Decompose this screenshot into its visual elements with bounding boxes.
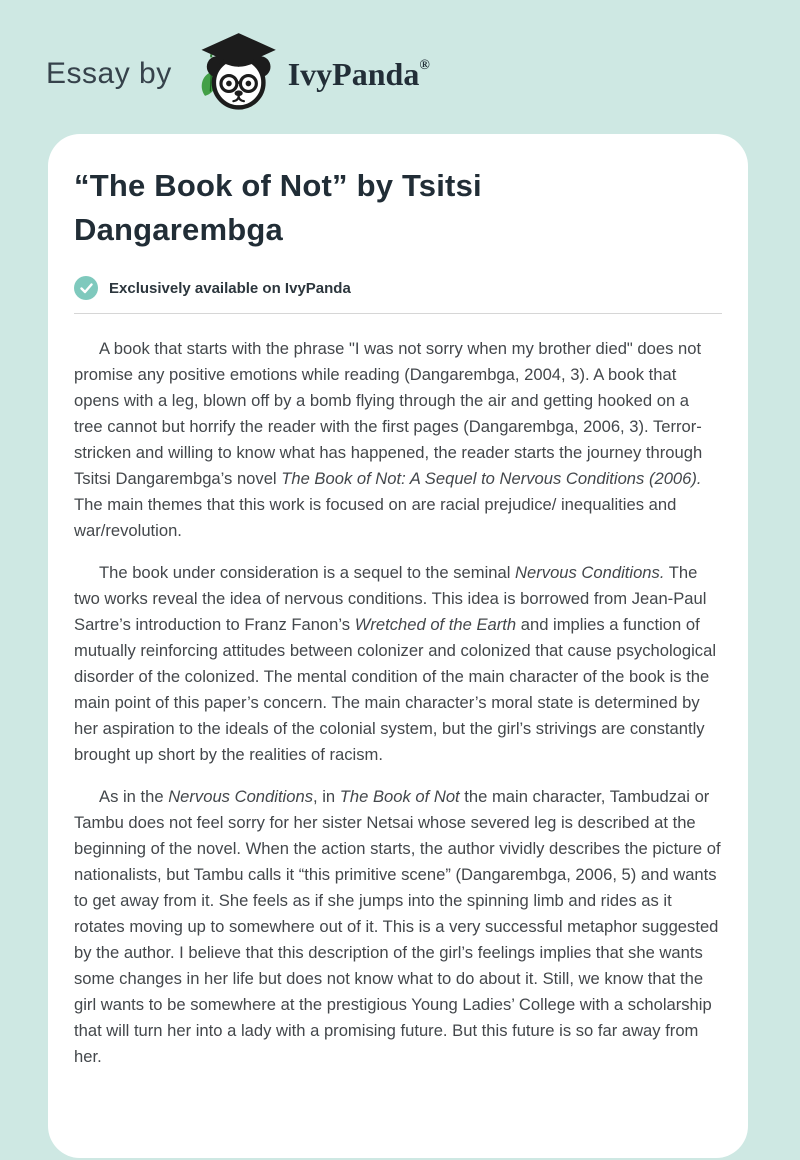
essay-paragraph: The book under consideration is a sequel to the seminal Nervous Conditions. The two works reveal the idea of nervous conditions. This idea is borrowed from Jean-Paul Sartre’s introduction to Franz Fanon’s Wretched of the Earth and implies a function of mutually reinforcing attitudes between colonizer and colonized that cause psychological disorder of the colonized. The mental condition of the main character of the book is the main point of this paper’s concern. The main character’s moral state is determined by her aspiration to the ideals of the colonial system, but the girl’s strivings are constantly brought up short by the realities of racism. bbox=[74, 563, 717, 764]
panda-graduate-icon bbox=[190, 30, 282, 119]
exclusive-badge-label: Exclusively available on IvyPanda bbox=[109, 279, 351, 297]
essay-card bbox=[48, 134, 748, 1158]
check-icon bbox=[74, 276, 98, 300]
registered-trademark: ® bbox=[419, 58, 430, 73]
essay-title: “The Book of Not” by Tsitsi Dangarembga bbox=[74, 168, 482, 247]
essay-body bbox=[74, 336, 722, 1070]
essay-paragraph: A book that starts with the phrase "I was not sorry when my brother died" does not promise any positive emotions while reading (Dangarembga, 2004, 3). A book that opens with a leg, blown off by a bomb flying through the air and getting hooked on a tree cannot but horrify the reader with the first pages (Dangarembga, 2006, 3). Terror-stricken and willing to know what has happened, the reader starts the journey through Tsitsi Dangarembga’s novel The Book of Not: A Sequel to Nervous Conditions (2006). The main themes that this work is focused on are racial prejudice/ inequalities and war/revolution. bbox=[74, 339, 703, 540]
site-header bbox=[0, 0, 800, 118]
brand-wordmark bbox=[288, 58, 430, 90]
essay-by-label: Essay by bbox=[46, 57, 172, 90]
brand-name: IvyPanda bbox=[287, 56, 420, 92]
ivypanda-logo bbox=[190, 30, 282, 119]
divider bbox=[74, 313, 722, 314]
exclusive-badge bbox=[74, 276, 722, 300]
essay-paragraph: As in the Nervous Conditions, in The Book of Not the main character, Tambudzai or Tambu does not feel sorry for her sister Netsai whose severed leg is described at the beginning of the novel. When the action starts, the author vividly describes the picture of nationalists, but Tambu calls it “this primitive scene” (Dangarembga, 2006, 5) and wants to get away from it. She feels as if she jumps into the spinning limb and rides as it rotates moving up to somewhere out of it. This is a very successful metaphor suggested by the author. I believe that this description of the girl’s feelings implies that she wants some changes in her life but does not know what to do about it. Still, we know that the girl wants to be somewhere at the prestigious Young Ladies’ College with a scholarship that will turn her into a lady with a promising future. But this future is so far away from her. bbox=[74, 787, 721, 1066]
